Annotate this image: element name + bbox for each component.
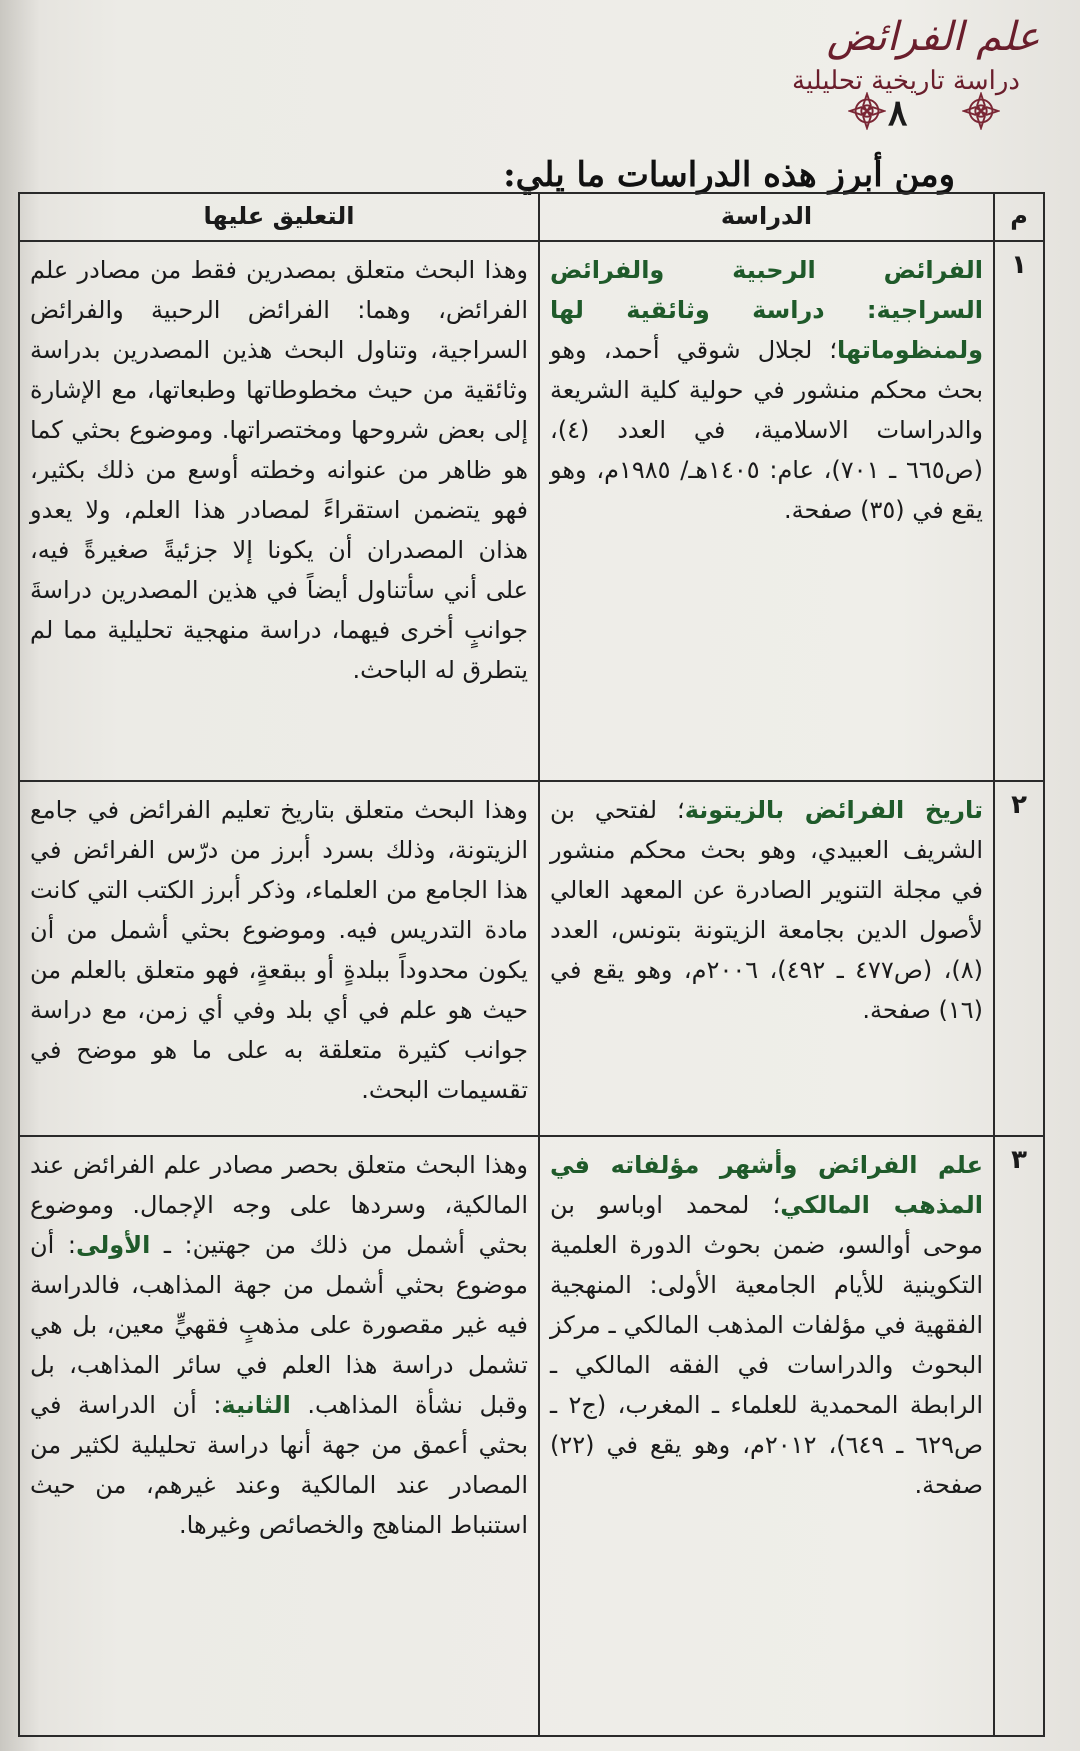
table-row	[19, 1136, 1044, 1736]
book-title: علم الفرائض	[826, 14, 1040, 60]
comment-cell	[19, 1136, 539, 1736]
floral-ornament-icon	[848, 92, 886, 130]
table-header-row	[19, 193, 1044, 241]
second-point-label: الثانية	[221, 1391, 291, 1419]
book-subtitle: دراسة تاريخية تحليلية	[792, 66, 1020, 96]
page-number: ٨	[888, 92, 908, 134]
study-title: تاريخ الفرائض بالزيتونة	[684, 796, 984, 824]
row-number: ٢	[994, 781, 1044, 1136]
study-cell	[539, 1136, 994, 1736]
study-cell	[539, 241, 994, 781]
floral-ornament-icon	[962, 92, 1000, 130]
table-row	[19, 781, 1044, 1136]
study-title: الفرائض الرحبية والفرائض السراجية: دراسة وثائقية لها ولمنظوماتها	[550, 256, 983, 364]
column-header-study: الدراسة	[539, 193, 994, 241]
row-number: ١	[994, 241, 1044, 781]
comment-cell: وهذا البحث متعلق بتاريخ تعليم الفرائض في جامع الزيتونة، وذلك بسرد أبرز من درّس الفرائض في هذا الجامع من العلماء، وذكر أبرز الكتب التي كانت مادة التدريس فيه. وموضوع بحثي أشمل من أن يكون محدوداً ببلدةٍ أو ببقعةٍ، فهو متعلق بالعلم من حيث هو علم في أي بلد وفي أي زمن، مع دراسة جوانب كثيرة متعلقة به على ما هو موضح في تقسيمات البحث.	[19, 781, 539, 1136]
study-title: علم الفرائض وأشهر مؤلفاته في المذهب المالكي	[550, 1151, 983, 1219]
comment-text: : أن موضوع بحثي أشمل من جهة المذاهب، فالدراسة فيه غير مقصورة على مذهبٍ فقهيٍّ معين، بل هي تشمل دراسة هذا العلم في سائر المذاهب، بل وقبل نشأة المذاهب.	[30, 1231, 528, 1419]
comment-text: : أن الدراسة في بحثي أعمق من جهة أنها دراسة تحليلية لكثير من المصادر عند المالكية وعند غيرهم، من حيث استنباط المناهج والخصائص وغيرها.	[30, 1391, 528, 1539]
study-details: ؛ لفتحي بن الشريف العبيدي، وهو بحث محكم منشور في مجلة التنوير الصادرة عن المعهد العالي لأصول الدين بجامعة الزيتونة بتونس، العدد (٨)، (ص٤٧٧ ـ ٤٩٢)، ٢٠٠٦م، وهو يقع في (١٦) صفحة.	[550, 796, 983, 1024]
section-intro: ومن أبرز هذه الدراسات ما يلي:	[503, 155, 955, 195]
column-header-comment: التعليق عليها	[19, 193, 539, 241]
studies-table	[18, 192, 1045, 1737]
comment-text: وهذا البحث متعلق بحصر مصادر علم الفرائض عند المالكية، وسردها على وجه الإجمال. وموضوع بحثي أشمل من ذلك من جهتين: ـ	[30, 1151, 528, 1259]
column-header-number: م	[994, 193, 1044, 241]
comment-cell: وهذا البحث متعلق بمصدرين فقط من مصادر علم الفرائض، وهما: الفرائض الرحبية والفرائض السراجية، وتناول البحث هذين المصدرين بدراسة وثائقية من حيث مخطوطاتها وطبعاتها، مع الإشارة إلى بعض شروحها ومختصراتها. وموضوع بحثي كما هو ظاهر من عنوانه وخطته أوسع من ذلك بكثير، فهو يتضمن استقراءً لمصادر هذا العلم، ولا يعدو هذان المصدران أن يكونا إلا جزئيةً صغيرةً فيه، على أني سأتناول أيضاً في هذين المصدرين دراسةَ جوانبٍ أخرى فيهما، دراسة منهجية تحليلية مما لم يتطرق له الباحث.	[19, 241, 539, 781]
row-number: ٣	[994, 1136, 1044, 1736]
table-row	[19, 241, 1044, 781]
study-details: ؛ لجلال شوقي أحمد، وهو بحث محكم منشور في حولية كلية الشريعة والدراسات الاسلامية، في العدد (٤)، (ص٦٦٥ ـ ٧٠١)، عام: ١٤٠٥هـ/ ١٩٨٥م، وهو يقع في (٣٥) صفحة.	[550, 336, 984, 524]
study-details: ؛ لمحمد اوباسو بن موحى أوالسو، ضمن بحوث الدورة العلمية التكوينية للأيام الجامعية الأولى: المنهجية الفقهية في مؤلفات المذهب المالكي ـ مركز البحوث والدراسات في الفقه المالكي ـ الرابطة المحمدية للعلماء ـ المغرب، (ج٢ ـ ص٦٢٩ ـ ٦٤٩)، ٢٠١٢م، وهو يقع في (٢٢) صفحة.	[550, 1191, 983, 1499]
study-cell	[539, 781, 994, 1136]
first-point-label: الأولى	[75, 1231, 151, 1259]
